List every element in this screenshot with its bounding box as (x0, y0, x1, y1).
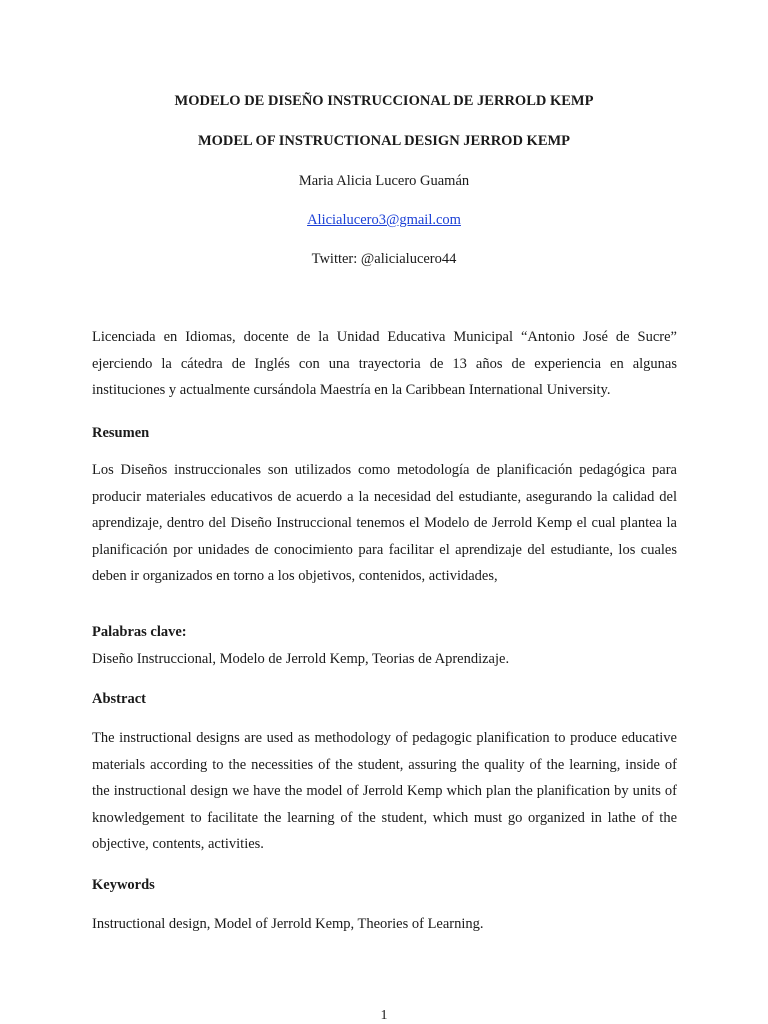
abstract-heading-block (92, 690, 677, 708)
keywords-block (92, 915, 677, 933)
keywords-heading: Keywords (92, 877, 155, 893)
keywords-text: Instructional design, Model of Jerrold Kemp, Theories of Learning. (92, 916, 484, 932)
resumen-heading-block (92, 424, 677, 442)
title-spanish: MODELO DE DISEÑO INSTRUCCIONAL DE JERROLD KEMP (174, 93, 594, 109)
abstract-text: The instructional designs are used as methodology of pedagogic planification to produce educative materials according to the necessities of the student, assuring the quality of the learning, inside of the instructional design we have the model of Jerrold Kemp which plan the planification by units of knowledgement to facilitate the learning of the student, which must go organized in lathe of the objective, contents, activities. (92, 730, 677, 852)
author-twitter: Twitter: @alicialucero44 (311, 251, 457, 267)
resumen-heading: Resumen (92, 425, 150, 441)
palabras-clave-text: Diseño Instruccional, Modelo de Jerrold Kemp, Teorias de Aprendizaje. (92, 651, 510, 667)
author-bio-block (92, 324, 677, 404)
abstract-block (92, 725, 677, 858)
title-english: MODEL OF INSTRUCTIONAL DESIGN JERROD KEMP (197, 133, 571, 149)
author-name: Maria Alicia Lucero Guamán (298, 173, 470, 189)
page-number: 1 (380, 1008, 388, 1023)
author-bio: Licenciada en Idiomas, docente de la Unidad Educativa Municipal “Antonio José de Sucre” ejerciendo la cátedra de Inglés con una trayectoria de 13 años de experiencia en algunas instituciones y actualmente cursándola Maestría en la Caribbean International University. (92, 329, 677, 398)
resumen-block (92, 457, 677, 590)
abstract-heading: Abstract (92, 691, 146, 707)
palabras-heading-block (92, 623, 677, 641)
palabras-clave-heading: Palabras clave: (92, 624, 187, 640)
palabras-block (92, 650, 677, 668)
author-email-link[interactable]: Alicialucero3@gmail.com (307, 212, 461, 228)
author-email-line (0, 211, 768, 229)
resumen-text: Los Diseños instruccionales son utilizados como metodología de planificación pedagógica para producir materiales educativos de acuerdo a la necesidad del estudiante, asegurando la calidad del aprendizaje, dentro del Diseño Instruccional tenemos el Modelo de Jerrold Kemp el cual plantea la planificación por unidades de conocimiento para facilitar el aprendizaje del estudiante, los cuales deben ir organizados en torno a los objetivos, contenidos, actividades, (92, 462, 677, 584)
keywords-heading-block (92, 876, 677, 894)
